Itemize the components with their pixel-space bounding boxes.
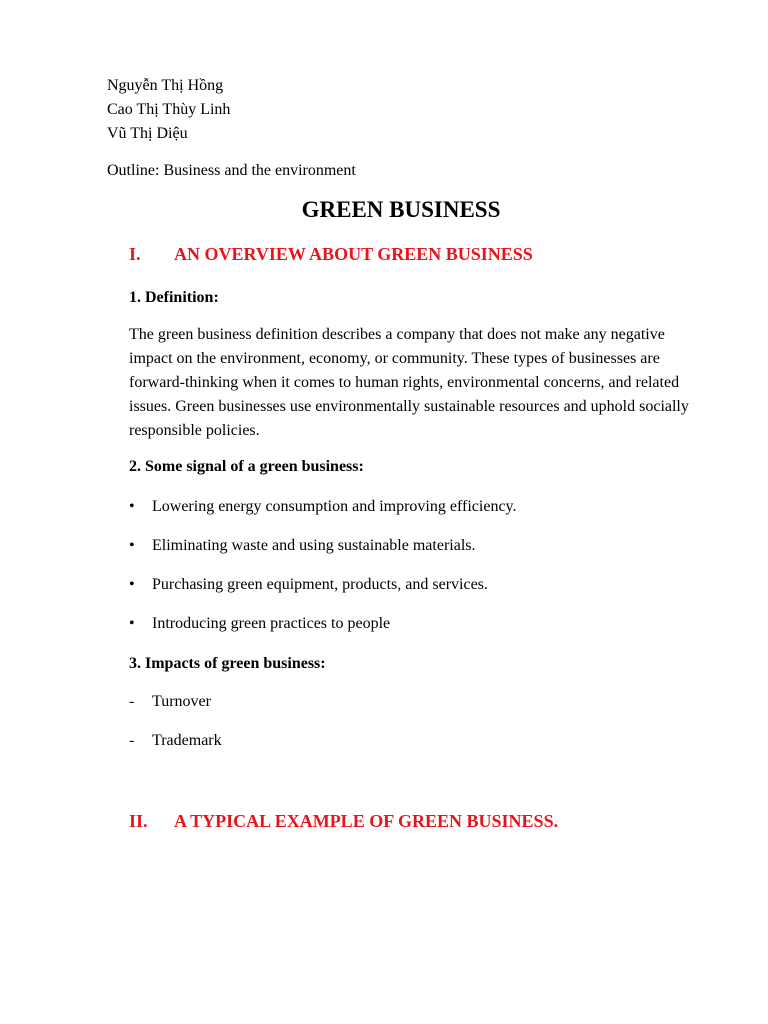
- definition-paragraph: The green business definition describes a company that does not make any negative impact on the environment, economy, or community. These types of businesses are forward-thinking when it comes to human rights, environmental concerns, and related issues. Green businesses use environmentally sustainable resources and uphold socially responsible policies.: [129, 326, 689, 439]
- document-title: GREEN BUSINESS: [301, 197, 501, 222]
- dash-icon: -: [129, 732, 135, 749]
- author-name: Nguyễn Thị Hồng: [107, 77, 224, 94]
- section-heading: [129, 244, 689, 268]
- subsection-heading: 3. Impacts of green business:: [129, 655, 326, 672]
- bullet-icon: •: [129, 615, 135, 632]
- subsection-heading: 1. Definition:: [129, 289, 219, 306]
- bullet-icon: •: [129, 498, 135, 515]
- dash-icon: -: [129, 693, 135, 710]
- section-title: A TYPICAL EXAMPLE OF GREEN BUSINESS.: [174, 811, 559, 831]
- outline-line: Outline: Business and the environment: [107, 162, 356, 179]
- bullet-icon: •: [129, 537, 135, 554]
- section-number: I.: [129, 244, 141, 264]
- section-heading: [129, 811, 689, 835]
- section-title: AN OVERVIEW ABOUT GREEN BUSINESS: [174, 244, 533, 264]
- document-page: Nguyễn Thị Hồng Cao Thị Thùy Linh Vũ Thị Diệu Outline: Business and the environment GREEN BUSINESS I. AN OVERVIEW ABOUT GREEN BUSINESS 1. Definition: The green business definition describes a company that does not make any negative impact on the environment, economy, or community. These types of businesses are forward-thinking when it comes to human rights, environmental concerns, and related issues. Green businesses use environmentally sustainable resources and uphold socially responsible policies. 2. Some signal of a green business: • Lowering energy consumption and improving efficiency. • Eliminating waste and using sustainable materials. • Purchasing green equipment, products, and services. • Introducing green practices to people 3. Impacts of green business: - Turnover - Trademark II. A TYPICAL EXAMPLE OF GREEN BUSINESS.: [0, 0, 768, 1024]
- section-number: II.: [129, 811, 148, 831]
- bullet-icon: •: [129, 576, 135, 593]
- author-name: Vũ Thị Diệu: [107, 125, 188, 142]
- author-name: Cao Thị Thùy Linh: [107, 101, 231, 118]
- subsection-heading: 2. Some signal of a green business:: [129, 458, 364, 475]
